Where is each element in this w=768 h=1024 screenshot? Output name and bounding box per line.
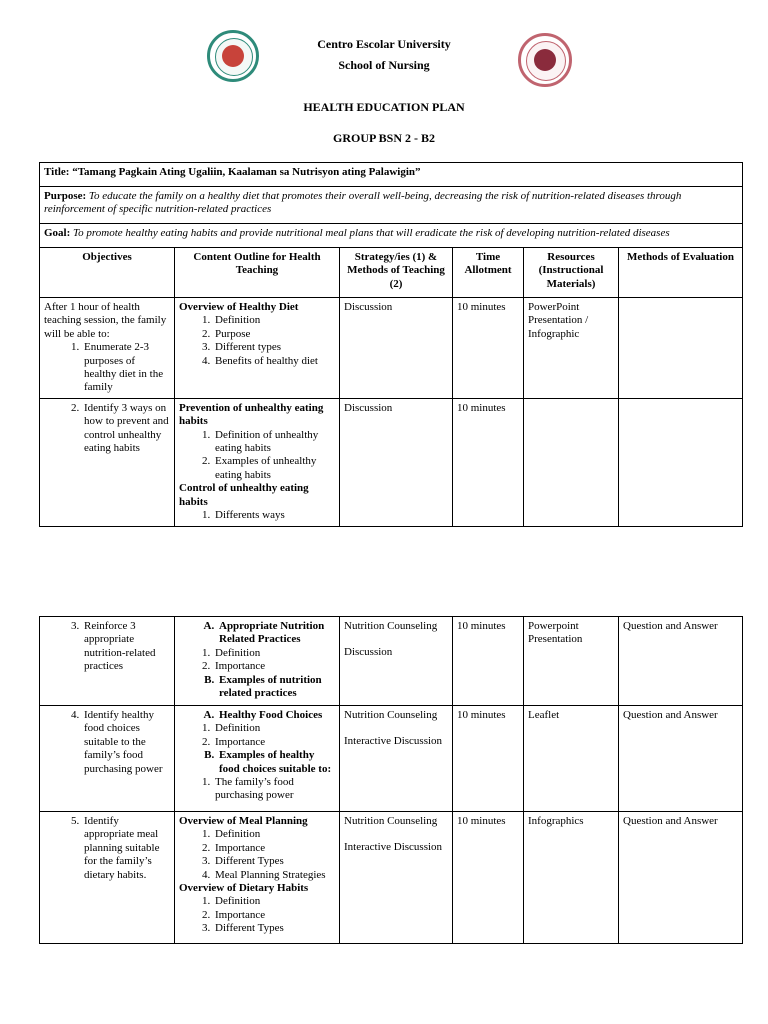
time-cell: 10 minutes — [453, 706, 524, 812]
content-heading: A. Healthy Food Choices — [217, 709, 335, 722]
content-item: 1. Definition — [213, 647, 335, 660]
content-item: 1. Definition — [213, 314, 335, 327]
table-row — [40, 398, 743, 526]
group-label: GROUP BSN 2 - B2 — [332, 131, 435, 145]
col-time: Time Allotment — [453, 248, 524, 298]
goal-row — [40, 224, 743, 248]
content-item: 1. Definition — [213, 828, 335, 841]
evaluation-cell: Question and Answer — [619, 812, 743, 944]
col-content: Content Outline for Health Teaching — [175, 248, 340, 298]
strategy-cell: Interactive Discussion — [344, 841, 443, 854]
school-name: School of Nursing — [338, 58, 430, 72]
column-header-row — [40, 248, 743, 298]
strategy-cell: Nutrition Counseling — [344, 815, 438, 827]
time-cell: 10 minutes — [453, 617, 524, 706]
time-cell: 10 minutes — [453, 298, 524, 399]
content-heading: Overview of Healthy Diet — [179, 301, 299, 313]
strategy-cell: Interactive Discussion — [344, 735, 443, 748]
content-item: 4. Benefits of healthy diet — [213, 355, 335, 368]
table-row — [40, 617, 743, 706]
objective-intro: After 1 hour of health teaching session, the family will be able to: — [44, 301, 167, 340]
resources-cell: Powerpoint Presentation — [524, 617, 619, 706]
content-item: 3. Different Types — [213, 922, 335, 935]
title-text: “Tamang Pagkain Ating Ugaliin, Kaalaman sa Nutrisyon ating Palawigin” — [72, 166, 421, 178]
objective-text: 1. Enumerate 2-3 purposes of healthy diet in the family — [82, 341, 170, 395]
resources-cell: Infographics — [524, 812, 619, 944]
content-heading: Overview of Meal Planning — [179, 815, 308, 827]
content-item: 2. Purpose — [213, 328, 335, 341]
strategy-cell: Nutrition Counseling — [344, 620, 438, 632]
goal-label: Goal: — [44, 227, 71, 239]
evaluation-cell: Question and Answer — [619, 617, 743, 706]
table-row — [40, 706, 743, 812]
purpose-text: To educate the family on a healthy diet that promotes their overall well-being, decreasing the risk of nutrition-related diseases through reinforcement of specific nutrition-related practices — [44, 190, 682, 216]
strategy-cell: Nutrition Counseling — [344, 709, 438, 721]
objective-text: 5. Identify appropriate meal planning suitable for the family’s dietary habits. — [82, 815, 170, 882]
health-plan-table-part1 — [39, 162, 743, 527]
content-item: 2. Importance — [213, 736, 335, 749]
table-row — [40, 298, 743, 399]
col-strategy: Strategy/ies (1) & Methods of Teaching (2) — [340, 248, 453, 298]
purpose-label: Purpose: — [44, 190, 87, 202]
time-cell: 10 minutes — [453, 812, 524, 944]
time-cell: 10 minutes — [453, 398, 524, 526]
evaluation-cell — [619, 398, 743, 526]
objective-text: 2. Identify 3 ways on how to prevent and control unhealthy eating habits — [82, 402, 170, 456]
title-row — [40, 163, 743, 187]
objective-text: 3. Reinforce 3 appropriate nutrition-related practices — [82, 620, 170, 674]
content-heading: A. Appropriate Nutrition Related Practices — [217, 620, 335, 647]
resources-cell: PowerPoint Presentation / Infographic — [524, 298, 619, 399]
content-heading: B. Examples of nutrition related practices — [217, 674, 335, 701]
strategy-cell: Discussion — [340, 398, 453, 526]
evaluation-cell: Question and Answer — [619, 706, 743, 812]
health-plan-table-part2 — [39, 616, 743, 944]
content-item: 2. Importance — [213, 909, 335, 922]
content-item: 3. Different types — [213, 341, 335, 354]
content-item: 1. Definition — [213, 895, 335, 908]
resources-cell — [524, 398, 619, 526]
content-heading: Prevention of unhealthy eating habits — [179, 401, 324, 428]
col-objectives: Objectives — [40, 248, 175, 298]
evaluation-cell — [619, 298, 743, 399]
content-heading: Control of unhealthy eating habits — [179, 482, 309, 508]
table-row — [40, 812, 743, 944]
content-heading: B. Examples of healthy food choices suitable to: — [217, 749, 335, 776]
content-item: 2. Importance — [213, 842, 335, 855]
objective-text: 4. Identify healthy food choices suitable to the family’s food purchasing power — [82, 709, 170, 776]
document-title: HEALTH EDUCATION PLAN — [303, 100, 465, 114]
strategy-cell: Discussion — [340, 298, 453, 399]
strategy-cell: Discussion — [344, 646, 393, 659]
content-item: 1. Definition — [213, 722, 335, 735]
resources-cell: Leaflet — [524, 706, 619, 812]
content-heading: Overview of Dietary Habits — [179, 882, 309, 895]
content-item: 1. Differents ways — [213, 509, 335, 522]
content-item: 2. Examples of unhealthy eating habits — [213, 455, 335, 482]
content-item: 2. Importance — [213, 660, 335, 673]
goal-text: To promote healthy eating habits and provide nutritional meal plans that will eradicate the risk of developing nutrition-related diseases — [73, 227, 670, 239]
university-name: Centro Escolar University — [317, 37, 451, 51]
title-label: Title: — [44, 166, 70, 178]
content-item: 1. The family’s food purchasing power — [213, 776, 335, 803]
content-item: 1. Definition of unhealthy eating habits — [213, 429, 335, 456]
content-item: 3. Different Types — [213, 855, 335, 868]
col-resources: Resources (Instructional Materials) — [524, 248, 619, 298]
purpose-row — [40, 187, 743, 224]
content-item: 4. Meal Planning Strategies — [213, 869, 335, 882]
col-evaluation: Methods of Evaluation — [619, 248, 743, 298]
